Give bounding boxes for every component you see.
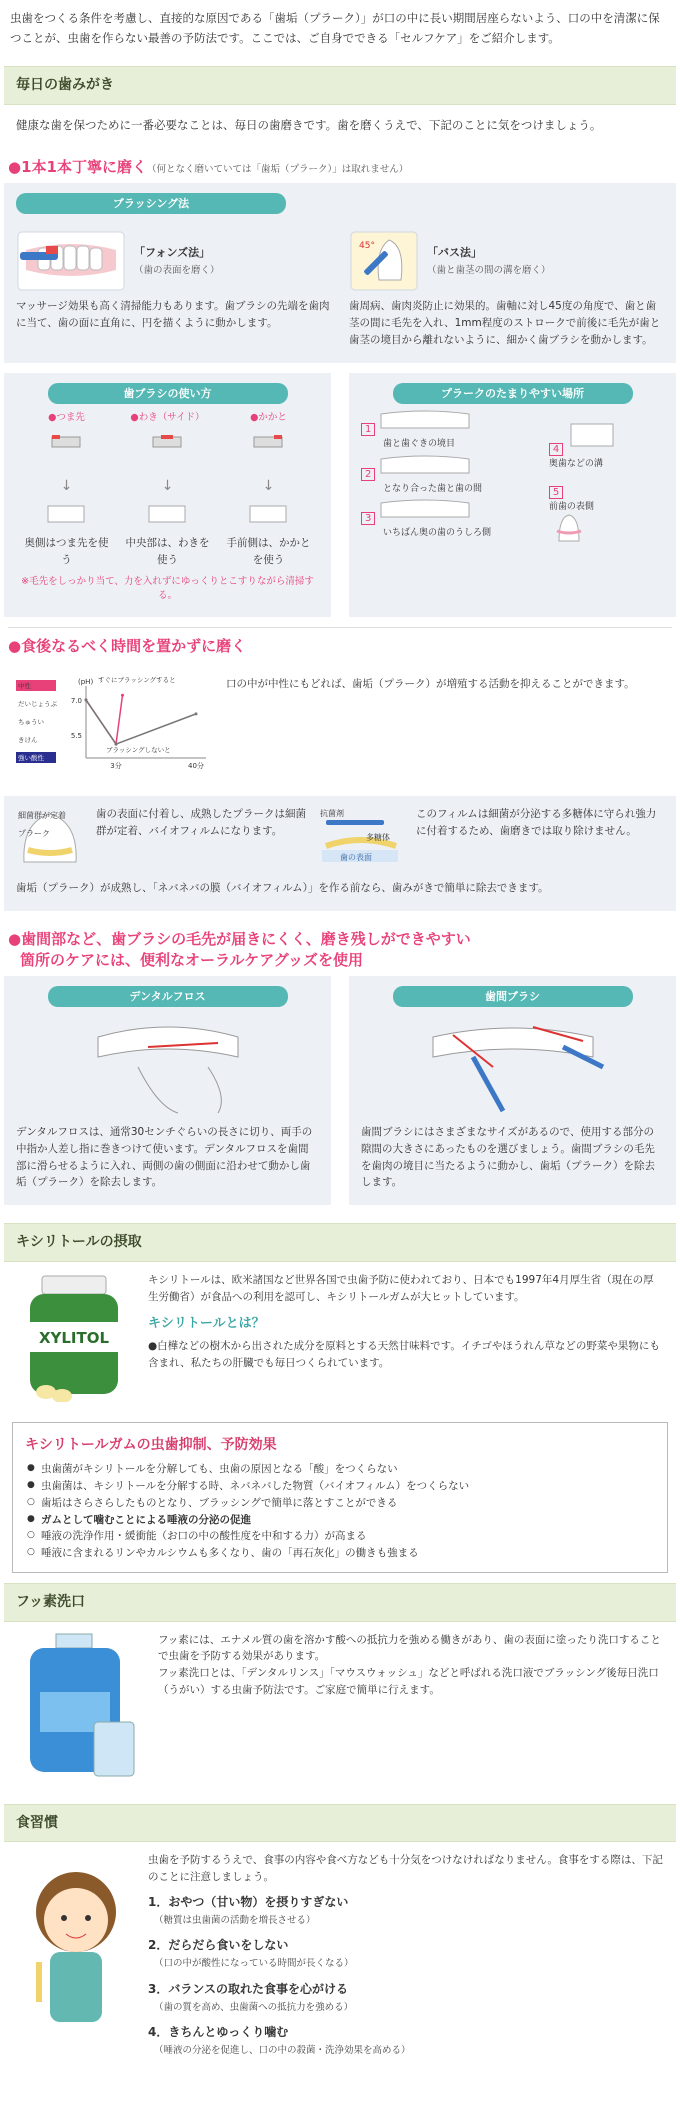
molar-icon [567, 418, 617, 452]
subheading-careful: ●1本1本丁寧に磨く（何となく磨いていては「歯垢（プラーク）」は取れません） [8, 157, 409, 176]
subheading-after-meal: ●食後なるべく時間を置かずに磨く [8, 637, 247, 656]
plaque-tooth-illustration [16, 806, 86, 868]
floss-desc: デンタルフロスは、通常30センチぐらいの長さに切り、両手の中指か人差し指に巻きつけて使います。デンタルフロスを歯間部に滑らせるように入れ、両側の歯の側面に沿わせて動かし歯垢（プラーク）を除去します。 [16, 1126, 313, 1189]
y-tick-label: 5.5 [70, 732, 82, 741]
brushing-method-title: ブラッシング法 [16, 193, 286, 214]
bio-left-label-2: プラーク [18, 829, 50, 839]
ph-scale-label: ちゅうい [18, 718, 44, 727]
toothbrush-usage-panel [4, 373, 331, 617]
ph-data-point [195, 713, 198, 716]
subheading-note: （何となく磨いていては「歯垢（プラーク）」は取れません） [146, 163, 409, 175]
eating-lead: 虫歯を予防するうえで、食事の内容や食べ方なども十分気をつけなければなりません。食事をする際は、下記のことに注意しましょう。 [148, 1854, 663, 1883]
section-title-brushing: 毎日の歯みがき [4, 66, 676, 105]
habit-note: （歯の質を高め、虫歯菌への抵抗力を強める） [154, 2001, 354, 2013]
fluoride-p1: フッ素には、エナメル質の歯を溶かす酸への抵抗力を強める働きがあり、歯の表面に塗ったり洗口することで虫歯を予防する効果があります。 [158, 1633, 661, 1663]
teeth-middle-icon [145, 498, 189, 528]
usage-tip-part: ●つま先 [48, 412, 85, 424]
xylitol-effects-box [12, 1422, 668, 1573]
habit-heading: 3．バランスの取れた食事を心がける [148, 1981, 348, 1996]
eating-habit-list [148, 1892, 664, 2061]
ibrush-desc: 歯間ブラシにはさまざまなサイズがあるので、使用する部分の隙間の大きさにあったものを選びましょう。歯間ブラシの毛先を歯肉の境目に当たるように動かし、歯垢（プラーク）を除去します。 [361, 1126, 655, 1189]
ph-chart-desc: 口の中が中性にもどれば、歯垢（プラーク）が増殖する活動を抑えることができます。 [226, 678, 635, 691]
bio-right-label-2: 多糖体 [366, 833, 390, 843]
bio-left-desc: 歯の表面に付着し、成熟したプラークは細菌群が定着、バイオフィルムになります。 [96, 808, 306, 838]
plaque-title: プラークのたまりやすい場所 [393, 383, 633, 404]
xylitol-effects-list [25, 1461, 655, 1562]
floss-title: デンタルフロス [48, 986, 288, 1007]
xylitol-what-desc: ●白樺などの樹木から出された成分を原料とする天然甘味料です。イチゴやほうれん草などの野菜や果物にも含まれ、私たちの肝臓でも毎日つくられています。 [148, 1340, 660, 1369]
plaque-spot-3: 3 いちばん奥の歯のうしろ側 [361, 499, 549, 540]
ph-series-line [86, 696, 122, 745]
subheading-oral-goods-line1: 歯間部など、歯ブラシの毛先が届きにくく、磨き残しができやすい [21, 930, 471, 949]
section-title-fluoride: フッ素洗口 [4, 1583, 676, 1622]
habit-heading: 4．きちんとゆっくり噛む [148, 2025, 289, 2040]
section-lead: 健康な歯を保つために一番必要なことは、毎日の歯磨きです。歯を磨くうえで、下記のことに気をつけましょう。 [16, 117, 602, 132]
teeth-row-icon [379, 410, 471, 432]
xylitol-effect-item: ● 虫歯菌は、キシリトールを分解する時、ネバネバした物質（バイオフィルム）をつくらない [25, 1478, 655, 1495]
xylitol-what-title: キシリトールとは？ [148, 1316, 265, 1332]
xylitol-intro [4, 1262, 676, 1412]
teeth-row-icon [379, 499, 471, 521]
usage-heel-part: ●かかと [250, 412, 287, 424]
ph-scale-label: 中性 [18, 682, 31, 691]
bass-method [349, 222, 664, 348]
x-tick-label: 3分 [110, 762, 122, 771]
ibrush-title: 歯間ブラシ [393, 986, 633, 1007]
toothbrush-heel-icon [248, 427, 288, 467]
fones-desc: マッサージ効果も高く清掃能力もあります。歯ブラシの先端を歯肉に当て、歯の面に直角に、円を描くように動かします。 [16, 300, 330, 330]
xylitol-effect-item: ○ 唾液の洗浄作用・緩衝能（お口の中の酸性度を中和する力）が高まる [25, 1528, 655, 1545]
bass-sub: （歯と歯茎の間の溝を磨く） [427, 264, 551, 276]
bio-right-desc: このフィルムは細菌が分泌する多糖体に守られ強力に付着するため、歯磨きでは取り除けません。 [416, 808, 657, 838]
series-label: すぐにブラッシングすると [98, 676, 176, 685]
habit-note: （糖質は虫歯菌の活動を増長させる） [154, 1914, 316, 1926]
series-label: ブラッシングしないと [106, 746, 171, 755]
plaque-spot-5: 5 前歯の表側 [549, 481, 664, 551]
usage-heel: ●かかと ↓ 手前側は、かかとを使う [223, 410, 314, 569]
usage-side: ●わき（サイド） ↓ 中央部は、わきを使う [122, 410, 213, 569]
xylitol-effect-item: ○ 歯垢はさらさらしたものとなり、ブラッシングで簡単に落とすことができる [25, 1495, 655, 1512]
bass-tooth-illustration [349, 230, 419, 292]
xylitol-effect-item: ● ガムとして噛むことによる唾液の分泌の促進 [25, 1512, 655, 1529]
ph-scale-label: きけん [18, 736, 38, 745]
subheading-text: 1本1本丁寧に磨く [21, 157, 147, 176]
bio-left-label-1: 細菌群が定着 [18, 811, 66, 821]
oral-goods-row [4, 976, 676, 1205]
habit-note: （口の中が酸性になっている時間が長くなる） [154, 1958, 354, 1970]
teeth-front-icon [246, 498, 290, 528]
plaque-spot-4: 4 奥歯などの溝 [549, 418, 664, 471]
fluoride-p2: フッ素洗口とは、「デンタルリンス」「マウスウォッシュ」などと呼ばれる洗口液でブラッシング後毎日洗口（うがい）する虫歯予防法です。ご家庭で簡単に行えます。 [158, 1667, 659, 1696]
ph-scale-label: だいじょうぶ [18, 700, 57, 709]
y-axis-label: (pH) [78, 678, 94, 687]
subheading-oral-goods: ●歯間部など、歯ブラシの毛先が届きにくく、磨き残しができやすい 箇所のケアには、便利なオーラルケアグッズを使用 [8, 930, 471, 969]
ph-series-line [86, 700, 196, 744]
xylitol-effects-title: キシリトールガムの虫歯抑制、予防効果 [25, 1436, 277, 1453]
subheading-oral-goods-line2: 箇所のケアには、便利なオーラルケアグッズを使用 [20, 950, 364, 969]
xylitol-desc: キシリトールは、欧米諸国など世界各国で虫歯予防に使われており、日本でも1997年4月厚生省（現在の厚生労働省）が食品への利用を認可し、キシリトールガムが大ヒットしています。 [148, 1273, 654, 1303]
dental-floss-illustration [78, 1007, 258, 1117]
brushing-method-panel [4, 183, 676, 363]
usage-tip-desc: 奥側はつま先を使う [24, 537, 109, 566]
bio-right-label-1: 抗菌剤 [320, 809, 344, 819]
x-tick-label: 40分 [188, 762, 204, 771]
usage-side-desc: 中央部は、わきを使う [125, 537, 210, 566]
fones-method [16, 222, 331, 348]
fones-sub: （歯の表面を磨く） [134, 264, 220, 276]
biofilm-illustration [316, 806, 406, 868]
toothbrush-tip-icon [46, 427, 86, 467]
usage-note: ※毛先をしっかり当て、力を入れずにゆっくりとこすりながら清掃する。 [21, 575, 314, 601]
fones-name: 「フォンズ法」 [134, 246, 211, 260]
plaque-spot-1: 1 歯と歯ぐきの境目 [361, 410, 549, 451]
ph-scale-label: 強い酸性 [18, 754, 44, 763]
interdental-brush-panel [349, 976, 676, 1205]
interdental-brush-illustration [413, 1007, 613, 1117]
habit-heading: 1．おやつ（甘い物）を摂りすぎない [148, 1894, 349, 1909]
bottle-label: XYLITOL [38, 1328, 110, 1347]
ph-chart-row [4, 662, 676, 782]
teeth-back-icon [44, 498, 88, 528]
mouthwash-illustration [16, 1632, 146, 1782]
usage-tip: ●つま先 ↓ 奥側はつま先を使う [21, 410, 112, 569]
section-title-xylitol: キシリトールの摂取 [4, 1223, 676, 1262]
teeth-row-icon [379, 455, 471, 477]
biofilm-panel [4, 796, 676, 911]
xylitol-effect-item: ● 虫歯菌がキシリトールを分解しても、虫歯の原因となる「酸」をつくらない [25, 1461, 655, 1478]
fluoride-content [4, 1622, 676, 1796]
bass-name: 「バス法」 [427, 246, 482, 260]
toothbrush-side-icon [147, 427, 187, 467]
ph-chart [16, 672, 216, 772]
intro-text: 虫歯をつくる条件を考慮し、直接的な原因である「歯垢（プラーク）」が口の中に長い期間居座らないよう、口の中を清潔に保つことが、虫歯を作らない最善の予防法です。ここでは、ご自身でできる「セルフケア」をご紹介します。 [10, 11, 660, 46]
xylitol-bottle-illustration [16, 1272, 136, 1402]
xylitol-effect-item: ○ 唾液に含まれるリンやカルシウムも多くなり、歯の「再石灰化」の働きも強まる [25, 1545, 655, 1562]
subheading-after-meal-text: 食後なるべく時間を置かずに磨く [21, 637, 247, 656]
usage-heel-desc: 手前側は、かかとを使う [226, 537, 311, 566]
bass-angle: 45° [359, 241, 375, 252]
dental-floss-panel [4, 976, 331, 1205]
usage-title: 歯ブラシの使い方 [48, 383, 288, 404]
bio-right-label-3: 歯の表面 [340, 853, 372, 863]
front-tooth-icon [549, 513, 589, 543]
bass-desc: 歯周病、歯肉炎防止に効果的。歯軸に対し45度の角度で、歯と歯茎の間に毛先を入れ、1mm程度のストロークで前後に毛先が歯と歯茎の境目から離れないように、細かく歯ブラシを動かします。 [349, 300, 661, 346]
section-title-eating: 食習慣 [4, 1804, 676, 1843]
ph-data-point [121, 694, 124, 697]
habit-heading: 2．だらだら食いをしない [148, 1938, 289, 1953]
habit-note: （唾液の分泌を促進し、口の中の殺菌・洗浄効果を高める） [154, 2045, 411, 2057]
usage-side-part: ●わき（サイド） [130, 412, 205, 424]
fones-teeth-illustration [16, 230, 126, 292]
ph-data-point [85, 699, 88, 702]
plaque-spot-2: 2 となり合った歯と歯の間 [361, 455, 549, 496]
y-tick-label: 7.0 [70, 697, 82, 706]
plaque-spots-panel [349, 373, 676, 617]
eating-content [4, 1842, 676, 2070]
girl-toothbrush-illustration [16, 1852, 136, 2042]
usage-plaque-row [4, 373, 676, 617]
bio-footer: 歯垢（プラーク）が成熟し、「ネバネバの膜（バイオフィルム）」を作る前なら、歯みがきで簡単に除去できます。 [16, 882, 549, 895]
